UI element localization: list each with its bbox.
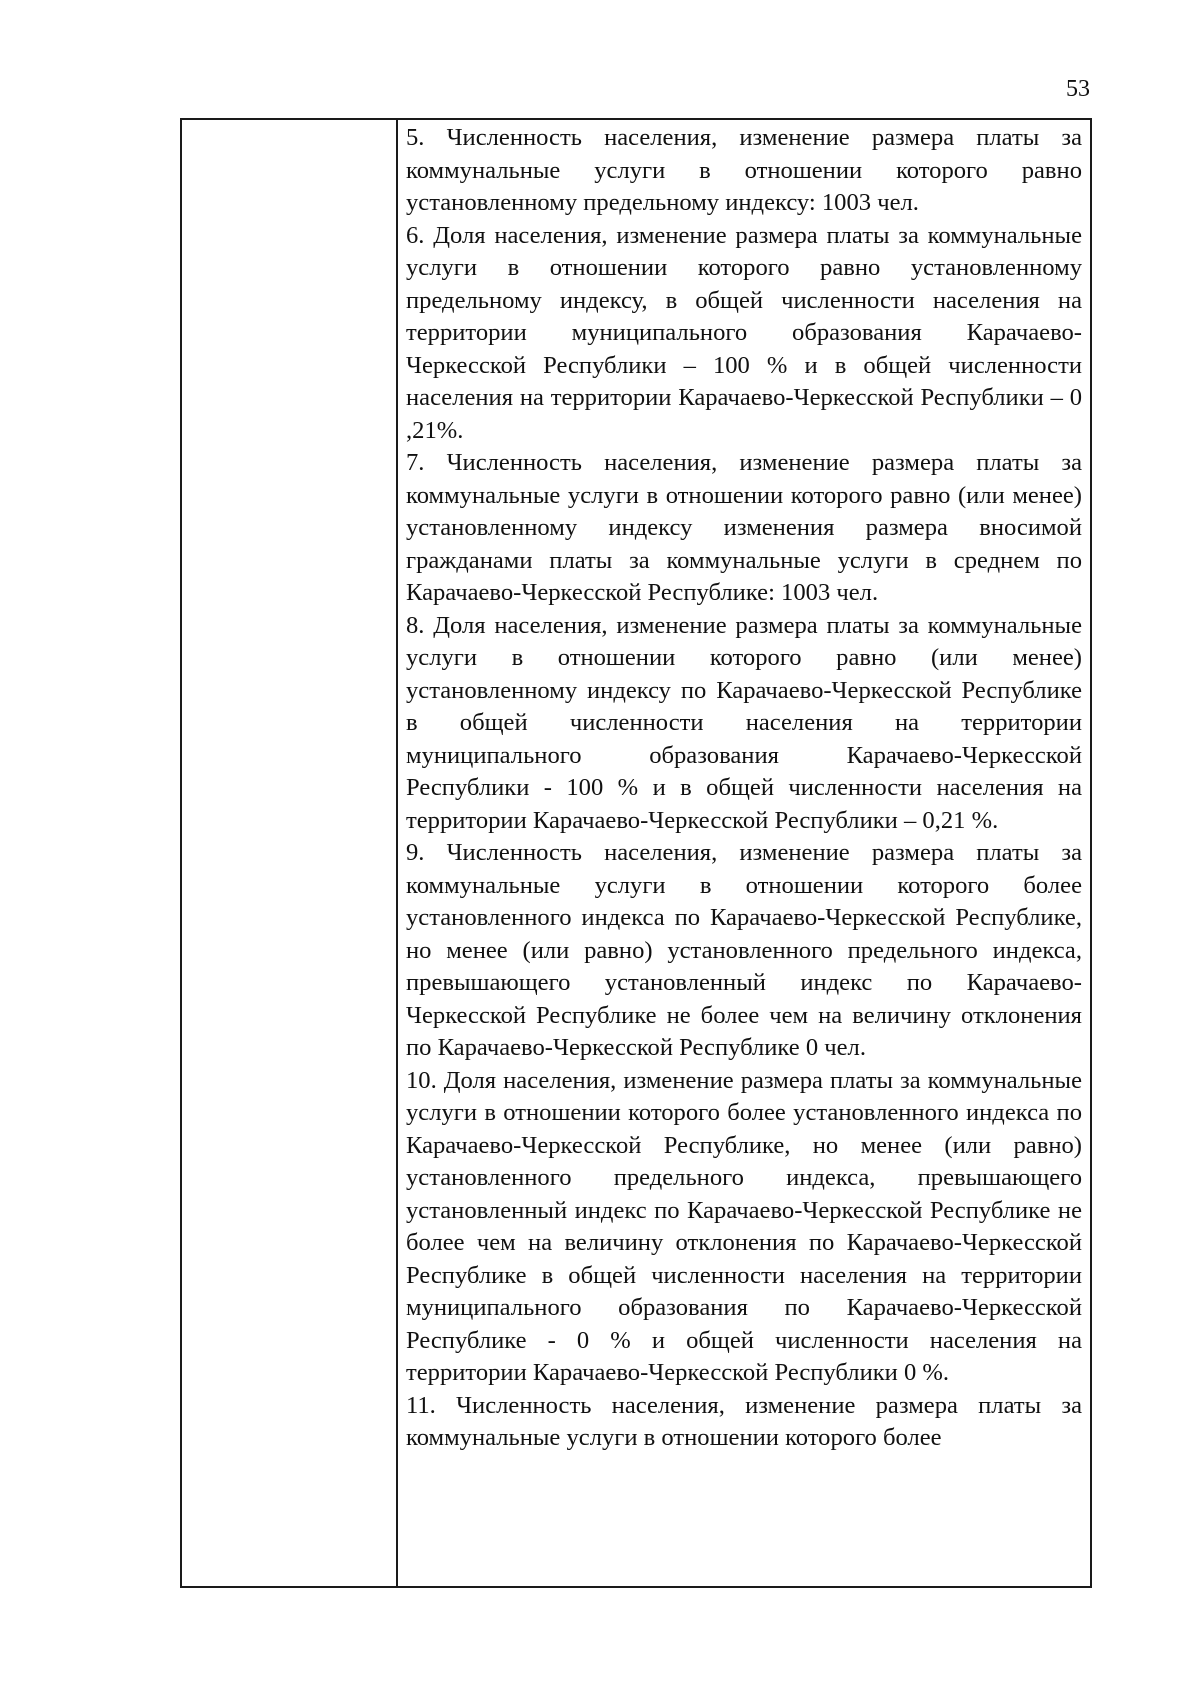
paragraph-item-5: 5. Численность населения, изменение размера платы за коммунальные услуги в отношении которого равно установленному предельному индексу: 1003 чел. <box>406 124 1082 216</box>
paragraph-item-9: 9. Численность населения, изменение размера платы за коммунальные услуги в отношении которого более установленного индекса по Карачаево-Черкесской Республике, но менее (или равно) установленного предельного индекса, превышающего установленный индекс по Карачаево-Черкесской Республике не более чем на величину отклонения по Карачаево-Черкесской Республике 0 чел. <box>406 839 1082 1061</box>
table-right-cell <box>398 120 1090 1586</box>
paragraph-item-6: 6. Доля населения, изменение размера платы за коммунальные услуги в отношении которого равно установленному предельному индексу, в общей численности населения на территории муниципального образования Карачаево-Черкесской Республики – 100 % и в общей численности населения на территории Карачаево-Черкесской Республики – 0 ,21%. <box>406 221 1082 444</box>
paragraph-item-10: 10. Доля населения, изменение размера платы за коммунальные услуги в отношении которого более установленного индекса по Карачаево-Черкесской Республике, но менее (или равно) установленного предельного индекса, превышающего установленный индекс по Карачаево-Черкесской Республике не более чем на величину отклонения по Карачаево-Черкесской Республике в общей численности населения на территории муниципального образования по Карачаево-Черкесской Республике - 0 % и общей численности населения на территории Карачаево-Черкесской Республики 0 %. <box>406 1066 1082 1386</box>
page-number: 53 <box>1066 76 1090 102</box>
document-table <box>180 118 1092 1588</box>
paragraph-item-11: 11. Численность населения, изменение размера платы за коммунальные услуги в отношении которого более <box>406 1391 1082 1451</box>
table-left-cell <box>182 120 398 1586</box>
paragraph-item-8: 8. Доля населения, изменение размера платы за коммунальные услуги в отношении которого равно (или менее) установленному индексу по Карачаево-Черкесской Республике в общей численности населения на территории муниципального образования Карачаево-Черкесской Республики - 100 % и в общей численности населения на территории Карачаево-Черкесской Республики – 0,21 %. <box>406 611 1082 834</box>
paragraph-item-7: 7. Численность населения, изменение размера платы за коммунальные услуги в отношении которого равно (или менее) установленному индексу изменения размера вносимой гражданами платы за коммунальные услуги в среднем по Карачаево-Черкесской Республике: 1003 чел. <box>406 449 1082 606</box>
